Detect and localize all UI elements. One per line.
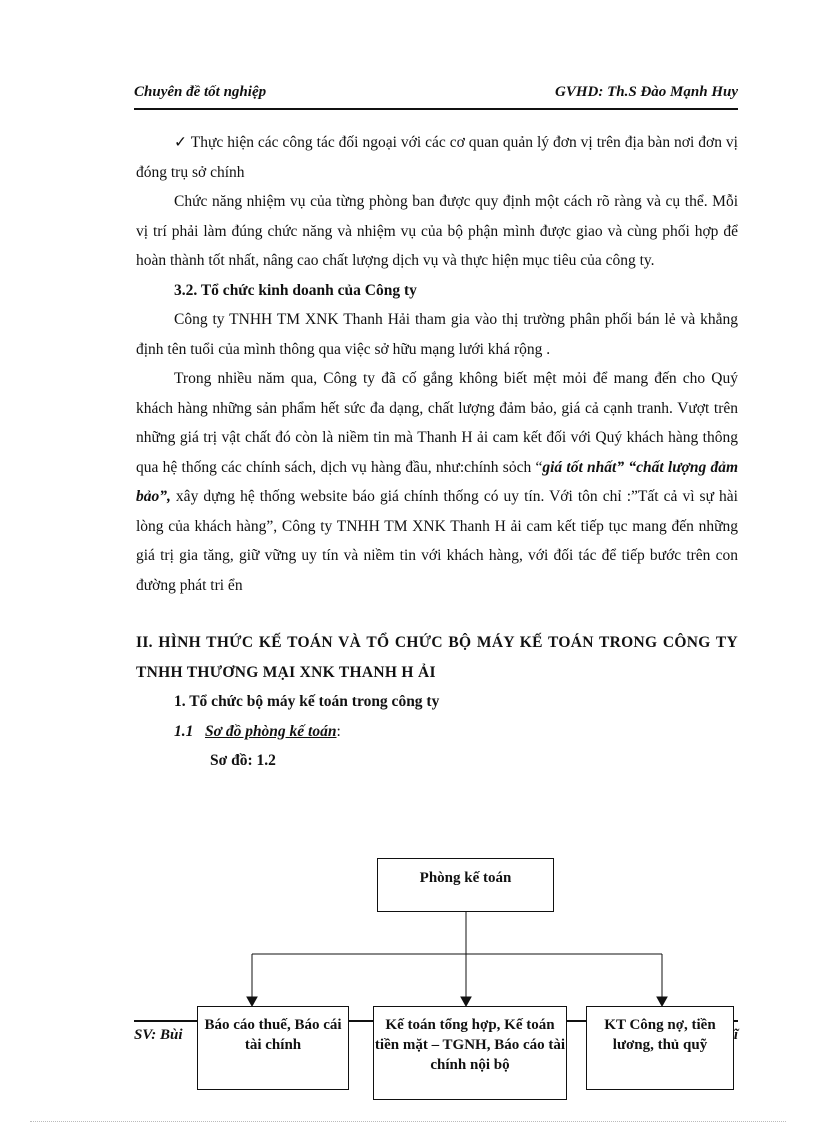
paragraph-2: Chức năng nhiệm vụ của từng phòng ban được quy định một cách rõ ràng và cụ thể. Mỗi vị trí phải làm đúng chức năng và nhiệm vụ của bộ phận mình được giao và cùng phối hợp để hoàn thành tốt nhất, nâng cao chất lượng dịch vụ và thực hiện mục tiêu của công ty. bbox=[136, 193, 738, 269]
arrow-right bbox=[657, 997, 667, 1006]
arrow-middle bbox=[461, 997, 471, 1006]
arrow-left bbox=[247, 997, 257, 1006]
paragraph-3: Công ty TNHH TM XNK Thanh Hải tham gia vào thị trường phân phối bán lẻ và khẳng định tên tuổi của mình thông qua việc sở hữu mạng lưới khá rộng . bbox=[136, 311, 738, 358]
footer-student: SV: Bùi bbox=[134, 1027, 183, 1043]
section-ii-heading: II. HÌNH THỨC KẾ TOÁN VÀ TỔ CHỨC BỘ MÁY KẾ TOÁN TRONG CÔNG TY TNHH THƯƠNG MẠI XNK THANH H ẢI bbox=[136, 634, 738, 681]
box-general-accounting: Kế toán tổng hợp, Kế toán tiền mặt – TGNH, Báo cáo tài chính nội bộ bbox=[373, 1006, 567, 1100]
footer-right-fragment: ĩ bbox=[733, 1027, 738, 1043]
paragraph-4: Trong nhiều năm qua, Công ty đã cố gắng không biết mệt mỏi để mang đến cho Quý khách hàng những sản phẩm hết sức đa dạng, chất lượng đảm bảo, giá cả cạnh tranh. Vượt trên những giá trị vật chất đó còn là niềm tin mà Thanh H ải cam kết đối với Quý khách hàng thông qua hệ thống các chính sách, dịch vụ hàng đầu, như:chính sỏch “giá tốt nhất” “chất lượng đảm bảo”, xây dựng hệ thống website báo giá chính thống có uy tín. Với tôn chỉ :”Tất cả vì sự hài lòng của khách hàng”, Công ty TNHH TM XNK Thanh H ải cam kết tiếp tục mang đến những giá trị gia tăng, giữ vững uy tín và niềm tin với khách hàng, với đối tác để tiếp bước trên con đường phát tri ển bbox=[136, 370, 739, 594]
header-advisor: GVHD: Th.S Đào Mạnh Huy bbox=[555, 84, 738, 100]
check-icon: ✓ bbox=[174, 134, 188, 151]
paragraph-1: ✓ Thực hiện các công tác đối ngoại với các cơ quan quản lý đơn vị trên địa bàn nơi đơn vị đóng trụ sở chính bbox=[136, 134, 738, 181]
section-1-1-heading: 1.1 Sơ đồ phòng kế toán: bbox=[174, 722, 341, 740]
page-bottom-border bbox=[30, 1121, 786, 1122]
header-title: Chuyên đề tốt nghiệp bbox=[134, 84, 267, 100]
box-debt-payroll: KT Công nợ, tiền lương, thủ quỹ bbox=[586, 1006, 734, 1090]
box-accounting-department: Phòng kế toán bbox=[377, 858, 554, 912]
box-tax-report: Báo cáo thuế, Báo cái tài chính bbox=[197, 1006, 349, 1090]
diagram-label: Sơ đồ: 1.2 bbox=[210, 752, 276, 769]
section-1-heading: 1. Tổ chức bộ máy kế toán trong công ty bbox=[174, 693, 440, 710]
section-3-2-heading: 3.2. Tổ chức kinh doanh của Công ty bbox=[174, 281, 417, 299]
